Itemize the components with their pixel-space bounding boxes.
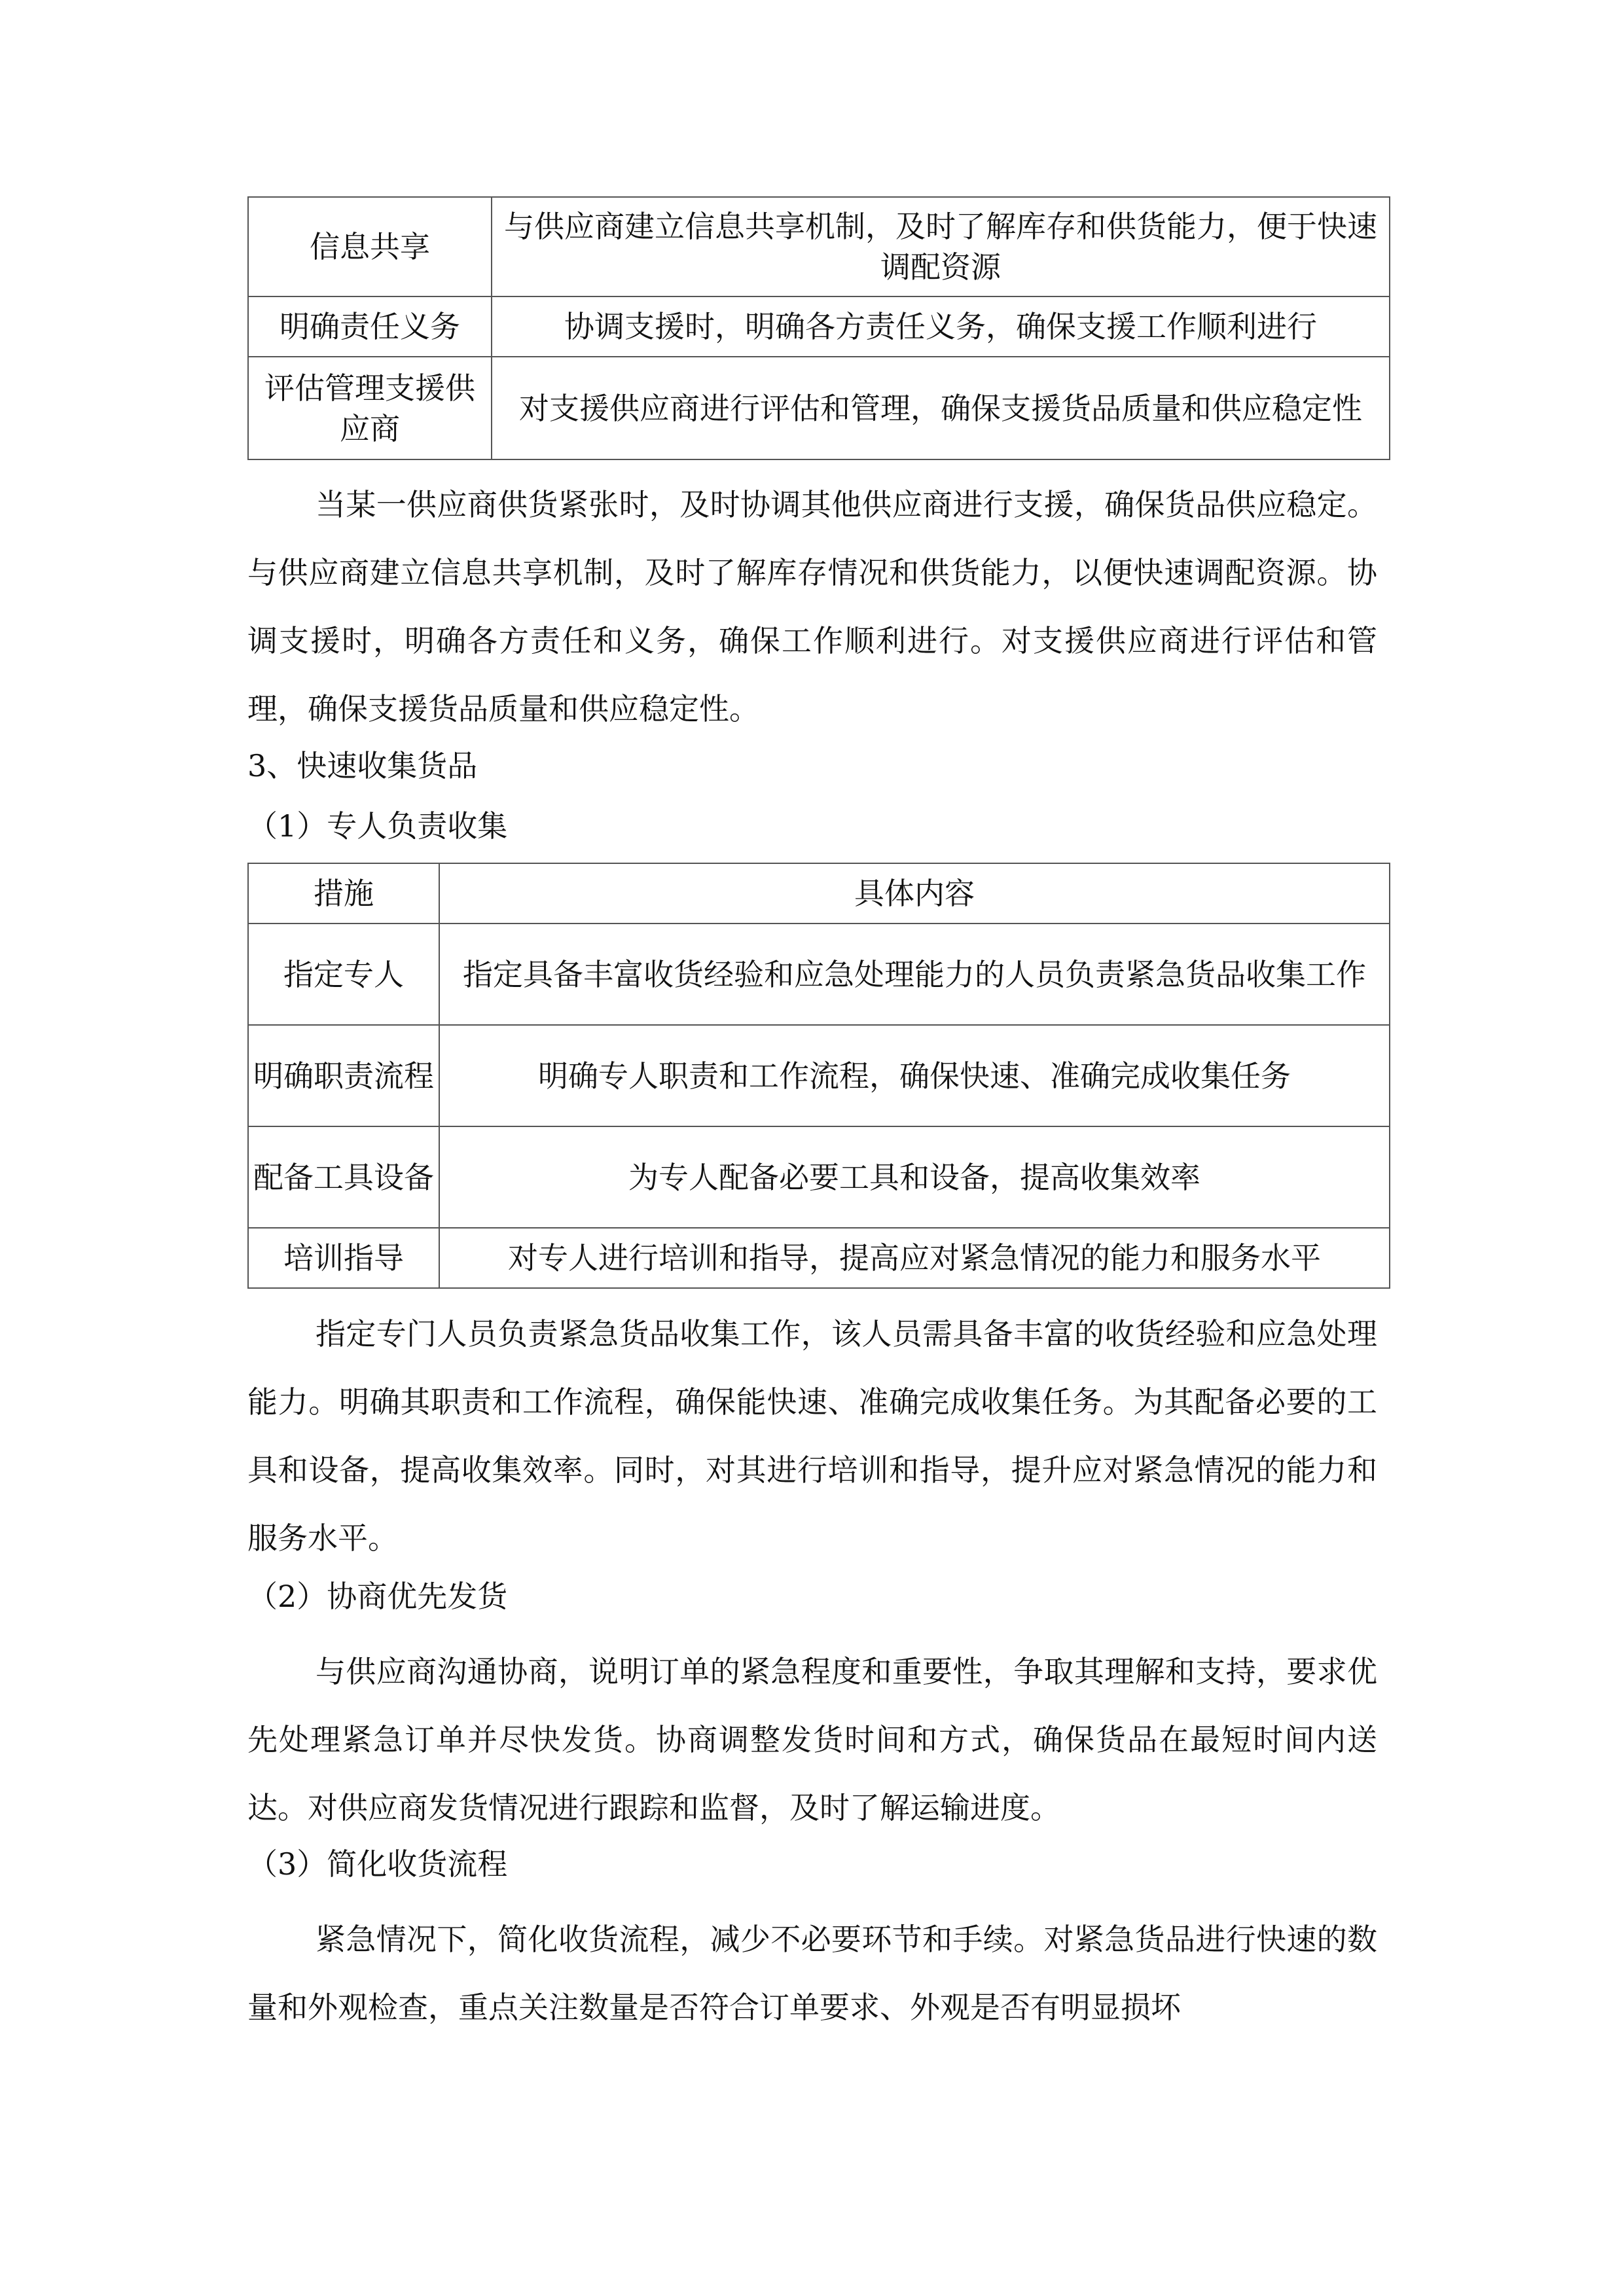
section-heading: 3、快速收集货品 <box>247 748 478 783</box>
table-cell-measure: 配备工具设备 <box>248 1126 439 1228</box>
table-cell-measure: 明确职责流程 <box>248 1025 439 1126</box>
table-cell-content: 指定具备丰富收货经验和应急处理能力的人员负责紧急货品收集工作 <box>439 924 1390 1025</box>
subsection-heading: （2）协商优先发货 <box>247 1579 508 1614</box>
table-row <box>248 296 1390 357</box>
table-row <box>248 1025 1390 1126</box>
table-cell-measure: 评估管理支援供应商 <box>248 357 492 459</box>
table-header-measure: 措施 <box>248 863 439 924</box>
table-cell-measure: 指定专人 <box>248 924 439 1025</box>
table-header-row <box>248 863 1390 924</box>
subsection-heading: （3）简化收货流程 <box>247 1846 508 1882</box>
paragraph: 当某一供应商供货紧张时，及时协调其他供应商进行支援，确保货品供应稳定。与供应商建立信息共享机制，及时了解库存情况和供货能力，以便快速调配资源。协调支援时，明确各方责任和义务，确保工作顺利进行。对支援供应商进行评估和管理，确保支援货品质量和供应稳定性。 <box>247 487 1377 726</box>
supplier-support-table <box>247 196 1390 460</box>
table-row <box>248 924 1390 1025</box>
paragraph: 紧急情况下，简化收货流程，减少不必要环节和手续。对紧急货品进行快速的数量和外观检查，重点关注数量是否符合订单要求、外观是否有明显损坏 <box>247 1922 1377 2025</box>
table-cell-content: 与供应商建立信息共享机制，及时了解库存和供货能力，便于快速调配资源 <box>492 197 1390 296</box>
subsection-heading: （1）专人负责收集 <box>247 808 508 844</box>
table-cell-content: 协调支援时，明确各方责任义务，确保支援工作顺利进行 <box>492 296 1390 357</box>
paragraph: 与供应商沟通协商，说明订单的紧急程度和重要性，争取其理解和支持，要求优先处理紧急订单并尽快发货。协商调整发货时间和方式，确保货品在最短时间内送达。对供应商发货情况进行跟踪和监督，及时了解运输进度。 <box>247 1654 1377 1825</box>
table-cell-measure: 信息共享 <box>248 197 492 296</box>
table-cell-content: 对专人进行培训和指导，提高应对紧急情况的能力和服务水平 <box>439 1228 1390 1288</box>
table-cell-content: 明确专人职责和工作流程，确保快速、准确完成收集任务 <box>439 1025 1390 1126</box>
table-cell-measure: 明确责任义务 <box>248 296 492 357</box>
table-row <box>248 1126 1390 1228</box>
collection-measures-table <box>247 863 1390 1289</box>
table-row <box>248 1228 1390 1288</box>
table-row <box>248 197 1390 296</box>
table-row <box>248 357 1390 459</box>
table-cell-measure: 培训指导 <box>248 1228 439 1288</box>
table-cell-content: 为专人配备必要工具和设备，提高收集效率 <box>439 1126 1390 1228</box>
table-cell-content: 对支援供应商进行评估和管理，确保支援货品质量和供应稳定性 <box>492 357 1390 459</box>
table-header-content: 具体内容 <box>439 863 1390 924</box>
paragraph: 指定专门人员负责紧急货品收集工作，该人员需具备丰富的收货经验和应急处理能力。明确其职责和工作流程，确保能快速、准确完成收集任务。为其配备必要的工具和设备，提高收集效率。同时，对其进行培训和指导，提升应对紧急情况的能力和服务水平。 <box>247 1316 1377 1556</box>
